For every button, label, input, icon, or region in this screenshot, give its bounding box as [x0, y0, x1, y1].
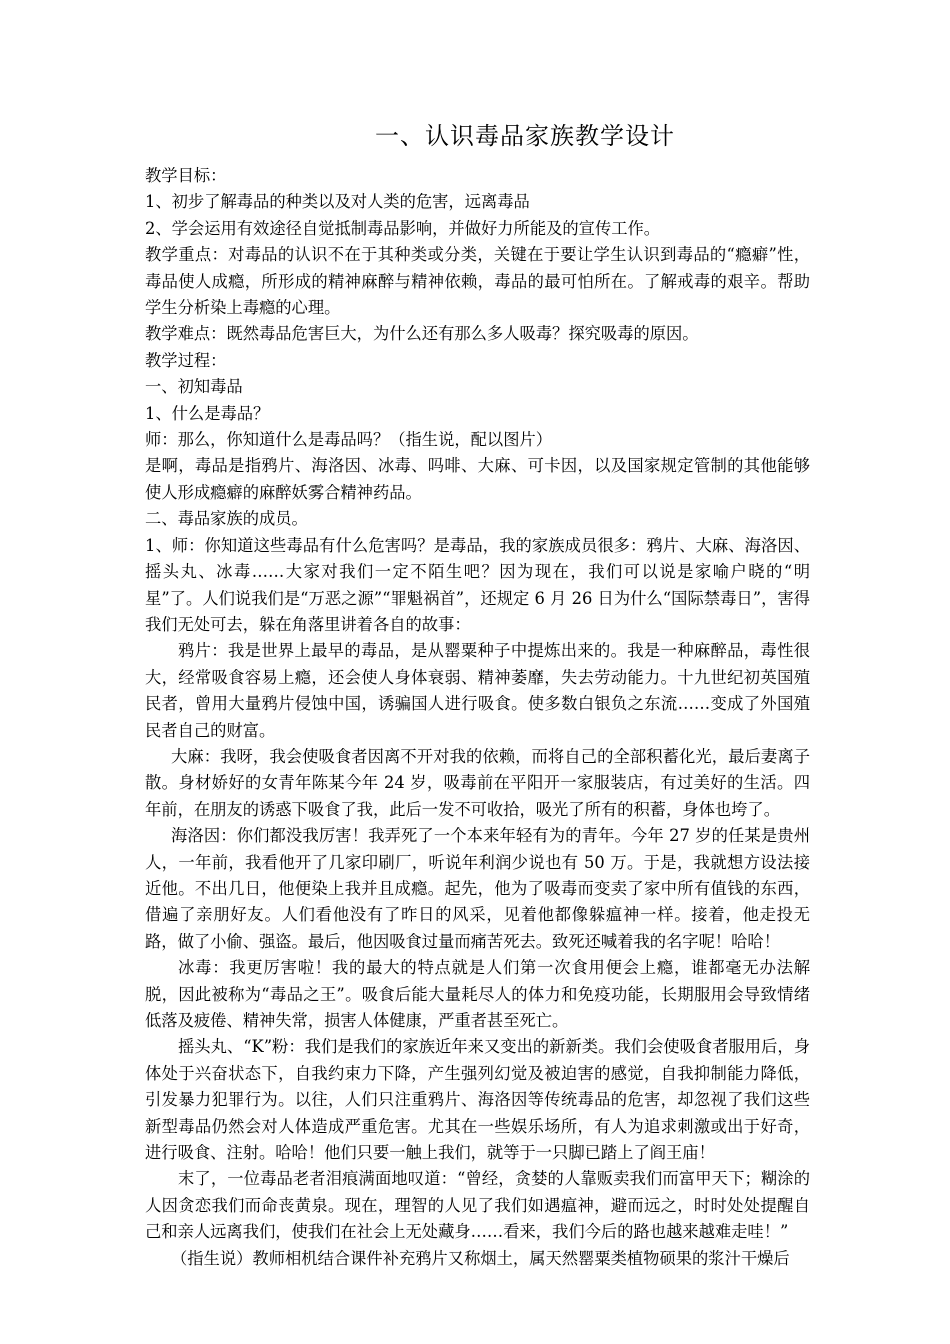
paragraph: 摇头丸、“K”粉：我们是我们的家族近年来又变出的新新类。我们会使吸食者服用后，身体处于兴奋状态下，自我约束力下降，产生强列幻觉及被迫害的感觉，自我抑制能力降低，引发暴力犯罪行为。以往，人们只注重鸦片、海洛因等传统毒品的危害，却忽视了我们这些新型毒品仍然会对人体造成严重危害。尤其在一些娱乐场所，有人为追求刺激或出于好奇，进行吸食、注射。哈哈！他们只要一触上我们，就等于一只脚已踏上了阎王庙！ — [145, 1037, 810, 1163]
paragraph: 教学难点：既然毒品危害巨大，为什么还有那么多人吸毒？探究吸毒的原因。 — [145, 324, 699, 344]
paragraph: 1、师：你知道这些毒品有什么危害吗？是毒品，我的家族成员很多：鸦片、大麻、海洛因、摇头丸、冰毒……大家对我们一定不陌生吧？因为现在，我们可以说是家喻户晓的“明星”了。人们说我们是“万恶之源”“罪魁祸首”，还规定 6 月 26 日为什么“国际禁毒日”，害得我们无处可去，躲在角落里讲着各自的故事： — [145, 535, 810, 634]
paragraph: 1、什么是毒品？ — [145, 403, 270, 423]
paragraph: 教学过程： — [145, 350, 227, 370]
paragraph: 冰毒：我更厉害啦！我的最大的特点就是人们第一次食用便会上瘾，谁都毫无办法解脱，因此被称为“毒品之王”。吸食后能大量耗尽人的体力和免疫功能，长期服用会导致情绪低落及疲倦、精神失常，损害人体健康，严重者甚至死亡。 — [145, 958, 810, 1030]
paragraph: 教学重点：对毒品的认识不在于其种类或分类，关键在于要让学生认识到毒品的“瘾癖”性，毒品使人成瘾，所形成的精神麻醉与精神依赖，毒品的最可怕所在。了解戒毒的艰辛。帮助学生分析染上毒瘾的心理。 — [145, 245, 810, 318]
paragraph: 大麻：我呀，我会使吸食者因离不开对我的依赖，而将自己的全部积蓄化光，最后妻离子散。身材娇好的女青年陈某今年 24 岁，吸毒前在平阳开一家服装店，有过美好的生活。四年前，在朋友的诱惑下吸食了我，此后一发不可收拾，吸光了所有的积蓄，身体也垮了。 — [145, 746, 810, 819]
paragraph: 是啊，毒品是指鸦片、海洛因、冰毒、吗啡、大麻、可卡因，以及国家规定管制的其他能够使人形成瘾癖的麻醉妖雾合精神药品。 — [145, 456, 810, 502]
paragraph: 2、学会运用有效途径自觉抵制毒品影响，并做好力所能及的宣传工作。 — [145, 218, 661, 238]
paragraph: 一、初知毒品 — [145, 377, 243, 397]
paragraph: 鸦片：我是世界上最早的毒品，是从罂粟种子中提炼出来的。我是一种麻醉品，毒性很大，经常吸食容易上瘾，还会使人身体衰弱、精神萎靡，失去劳动能力。十九世纪初英国殖民者，曾用大量鸦片侵蚀中国，诱骗国人进行吸食。使多数白银负之东流……变成了外国殖民者自己的财富。 — [145, 641, 810, 740]
paragraph: 末了，一位毒品老者泪痕满面地叹道：“曾经，贪婪的人靠贩卖我们而富甲天下；糊涂的人因贪恋我们而命丧黄泉。现在，理智的人见了我们如遇瘟神，避而远之，时时处处提醒自己和亲人远离我们，使我们在社会上无处藏身……看来，我们今后的路也越来越难走哇！” — [145, 1169, 810, 1242]
paragraph: 教学目标： — [145, 166, 227, 185]
document-body — [145, 163, 810, 1272]
paragraph: 海洛因：你们都没我厉害！我弄死了一个本来年轻有为的青年。今年 27 岁的任某是贵州人，一年前，我看他开了几家印刷厂，听说年利润少说也有 50 万。于是，我就想方设法接近他。不出几日，他便染上我并且成瘾。起先，他为了吸毒而变卖了家中所有值钱的东西，借遍了亲朋好友。人们看他没有了昨日的风采，见着他都像躲瘟神一样。接着，他走投无路，做了小偷、强盗。最后，他因吸食过量而痛苦死去。致死还喊着我的名字呢！哈哈！ — [145, 826, 810, 951]
paragraph: 师：那么，你知道什么是毒品吗？（指生说，配以图片） — [145, 430, 553, 450]
paragraph: 1、初步了解毒品的种类以及对人类的危害，远离毒品 — [145, 192, 530, 212]
paragraph: 二、毒品家族的成员。 — [145, 509, 308, 529]
paragraph: （指生说）教师相机结合课件补充鸦片又称烟土，属天然罂粟类植物硕果的浆汁干燥后 — [171, 1248, 790, 1268]
document-title: 一、认识毒品家族教学设计 — [375, 122, 675, 150]
